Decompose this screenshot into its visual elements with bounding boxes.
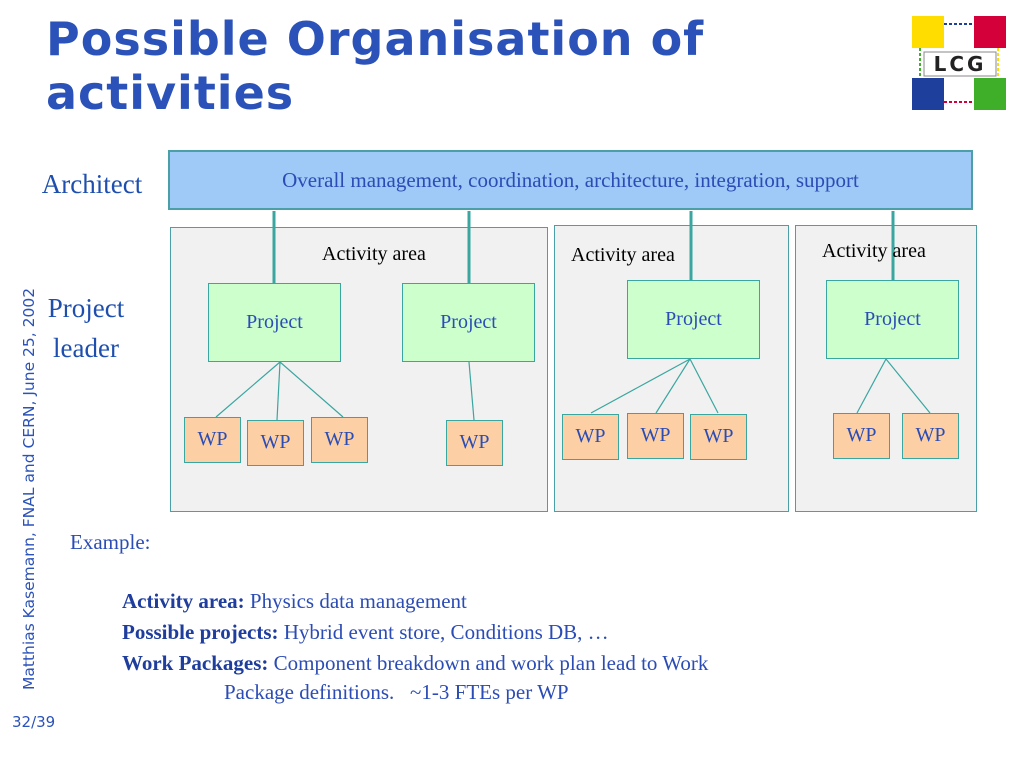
activity-area-label-2: Activity area (571, 244, 675, 266)
wp-box: WP (902, 413, 959, 459)
activity-area-value: Physics data management (244, 589, 467, 613)
wp-box: WP (627, 413, 684, 459)
wp-box: WP (311, 417, 368, 463)
example-heading: Example: (70, 530, 151, 554)
work-packages-label: Work Packages: (122, 651, 269, 675)
example-wp-line-2: Package definitions. ~1-3 FTEs per WP (224, 680, 569, 704)
example-projects-line (122, 620, 609, 645)
possible-projects-label: Possible projects: (122, 620, 279, 644)
activity-area-label-1: Activity area (322, 243, 426, 265)
architect-label: Architect (41, 169, 143, 199)
possible-projects-value: Hybrid event store, Conditions DB, … (278, 620, 609, 644)
wp-box: WP (562, 414, 619, 460)
author-date-footer: Matthias Kasemann, FNAL and CERN, June 25, 2002 (20, 287, 38, 690)
overall-management-banner: Overall management, coordination, architecture, integration, support (168, 150, 973, 210)
project-box: Project (627, 280, 760, 359)
work-packages-value: Component breakdown and work plan lead to Work (268, 651, 709, 675)
project-box: Project (208, 283, 341, 362)
project-leader-line2: leader (53, 333, 119, 363)
project-box: Project (402, 283, 535, 362)
wp-box: WP (247, 420, 304, 466)
page-number: 32/39 (12, 713, 56, 731)
project-leader-line1: Project (47, 293, 125, 323)
wp-box: WP (184, 417, 241, 463)
example-wp-line (122, 651, 708, 676)
page-title: Possible Organisation of activities (46, 12, 705, 120)
activity-area-label: Activity area: (122, 589, 245, 613)
activity-area-label-3: Activity area (822, 240, 926, 262)
wp-box: WP (690, 414, 747, 460)
logo-text: LCG (933, 52, 987, 76)
example-activity-line (122, 589, 467, 614)
project-box: Project (826, 280, 959, 359)
wp-box: WP (446, 420, 503, 466)
wp-box: WP (833, 413, 890, 459)
